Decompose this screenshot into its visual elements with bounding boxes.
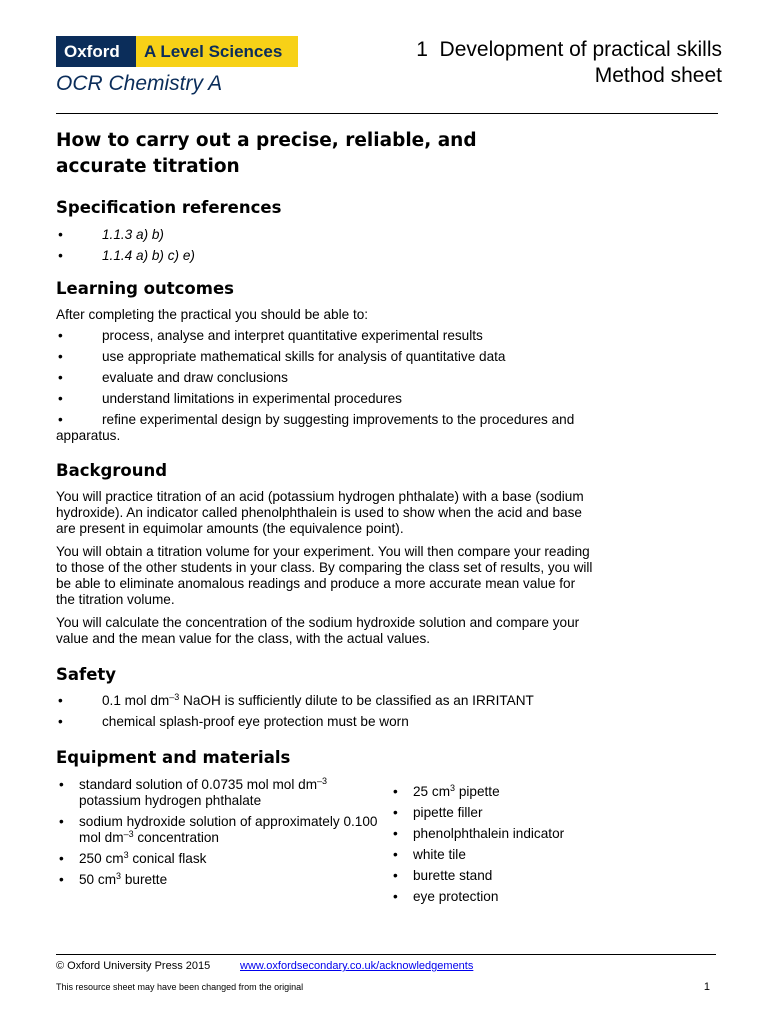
header-right xyxy=(416,37,722,89)
safety-list xyxy=(56,693,596,730)
page-number: 1 xyxy=(703,981,710,993)
safety-item: • chemical splash-proof eye protection must be worn xyxy=(56,714,596,730)
equipment-item: • sodium hydroxide solution of approximately 0.100 mol $dm^{-3}$ concentration xyxy=(56,814,390,846)
safety-item: • 0.1 mol $dm^{-3}$ NaOH is sufficiently dilute to be classified as an IRRITANT xyxy=(56,693,596,709)
chapter-title: 1 Development of practical skills xyxy=(416,38,722,61)
equipment-list xyxy=(56,777,596,905)
spec-item: • 1.1.4 a) b) c) e) xyxy=(56,248,596,264)
background-heading: Background xyxy=(56,461,168,480)
title-line-2: accurate titration xyxy=(56,156,240,177)
equipment-column-right xyxy=(390,784,590,905)
outcome-item: • refine experimental design by suggesting improvements to the procedures and apparatus. xyxy=(56,412,596,444)
subject-title: OCR Chemistry A xyxy=(56,72,223,95)
outcome-item: • understand limitations in experimental procedures xyxy=(56,391,596,407)
outcome-item: • evaluate and draw conclusions xyxy=(56,370,596,386)
document-body xyxy=(56,128,596,905)
equipment-item: • white tile xyxy=(390,847,590,863)
outcomes-heading: Learning outcomes xyxy=(56,279,234,298)
equipment-column-left xyxy=(56,777,390,905)
equipment-item: • eye protection xyxy=(390,889,590,905)
page-title xyxy=(56,128,596,180)
spec-item: • 1.1.3 a) b) xyxy=(56,227,596,243)
title-line-1: How to carry out a precise, reliable, and xyxy=(56,130,477,151)
background-paragraph: You will obtain a titration volume for your experiment. You will then compare your reading to those of the other students in your class. By comparing the class set of results, you will be able to eliminate anomalous readings and produce a more accurate mean value for the titration volume. xyxy=(56,544,593,607)
sheet-type: Method sheet xyxy=(594,64,722,87)
background-paragraph: You will calculate the concentration of the sodium hydroxide solution and compare your value and the mean value for the class, with the actual values. xyxy=(56,615,580,646)
outcome-item: • use appropriate mathematical skills for analysis of quantitative data xyxy=(56,349,596,365)
outcomes-list xyxy=(56,328,596,444)
safety-heading: Safety xyxy=(56,665,117,684)
equipment-item: • standard solution of 0.0735 mol mol $dm^{-3}$ potassium hydrogen phthalate xyxy=(56,777,390,809)
footer-divider xyxy=(56,954,716,955)
logo-series-text: A Level Sciences xyxy=(136,36,298,67)
background-paragraph: You will practice titration of an acid (potassium hydrogen phthalate) with a base (sodium hydroxide). An indicator called phenolphthalein is used to show when the acid and base are present in equimolar amounts (the equivalence point). xyxy=(56,489,584,536)
equipment-item: • 250 $cm^3$ conical flask xyxy=(56,851,390,867)
change-note: This resource sheet may have been changed from the original xyxy=(56,982,304,992)
equipment-heading: Equipment and materials xyxy=(56,748,291,767)
equipment-item: • burette stand xyxy=(390,868,590,884)
outcomes-intro: After completing the practical you should be able to: xyxy=(56,307,369,322)
spec-heading: Specification references xyxy=(56,198,282,217)
equipment-item: • pipette filler xyxy=(390,805,590,821)
logo-oxford-text: Oxford xyxy=(56,36,136,67)
outcome-item: • process, analyse and interpret quantitative experimental results xyxy=(56,328,596,344)
spec-list xyxy=(56,227,596,264)
equipment-item: • 50 $cm^3$ burette xyxy=(56,872,390,888)
header-divider xyxy=(56,113,718,114)
copyright-text: © Oxford University Press 2015 xyxy=(56,960,211,972)
acknowledgements-link[interactable]: www.oxfordsecondary.co.uk/acknowledgements xyxy=(240,960,474,972)
equipment-item: • 25 $cm^3$ pipette xyxy=(390,784,590,800)
publisher-logo xyxy=(56,36,298,67)
equipment-item: • phenolphthalein indicator xyxy=(390,826,590,842)
